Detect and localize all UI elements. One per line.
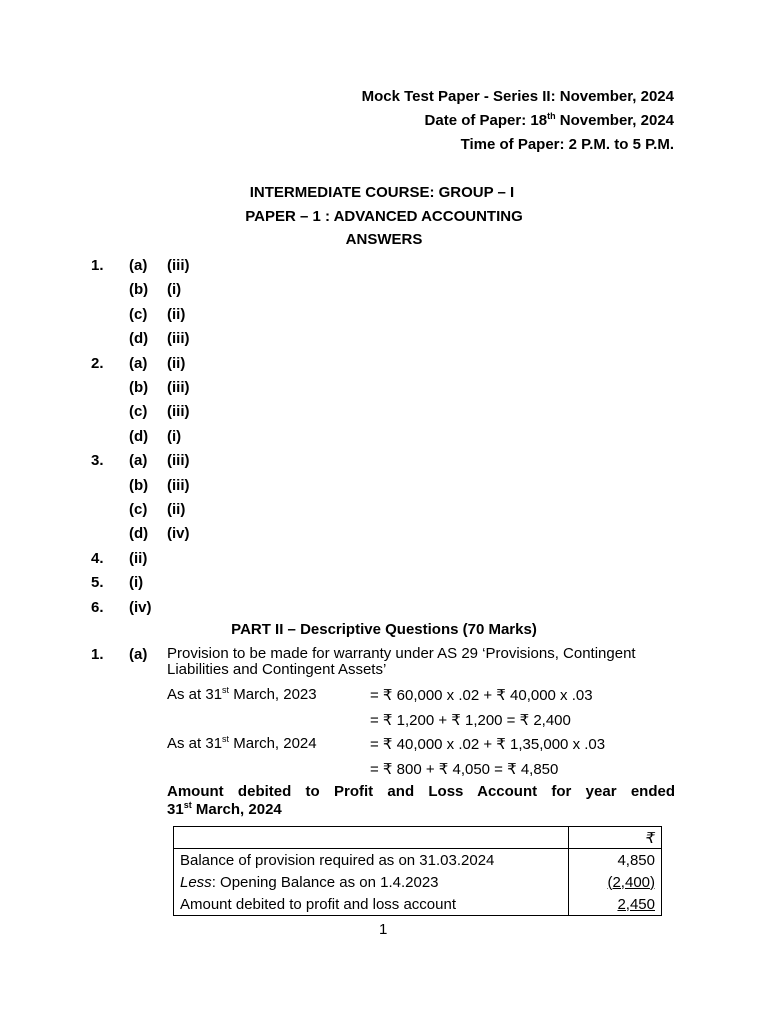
mcq-answer: (iii)	[167, 452, 190, 469]
paper-time: Time of Paper: 2 P.M. to 5 P.M.	[460, 136, 674, 153]
calc-label-2023: As at 31st March, 2023	[167, 685, 317, 703]
page-number: 1	[379, 921, 388, 938]
mcq-answer: (iii)	[167, 330, 190, 347]
table-row-value: 2,450	[569, 893, 662, 916]
table-row-value: 4,850	[569, 849, 662, 872]
calc-value-2024: = ₹ 40,000 x .02 + ₹ 1,35,000 x .03	[370, 736, 606, 753]
mcq-answer: (i)	[167, 428, 182, 445]
mcq-question-number: 5.	[91, 574, 104, 591]
mcq-sub-label: (a)	[129, 452, 148, 469]
question-intro: Provision to be made for warranty under AS 29 ‘Provisions, Contingent Liabilities and Contingent Assets’	[167, 645, 636, 678]
mcq-sub-label: (b)	[129, 379, 149, 396]
paper-date: Date of Paper: 18th November, 2024	[424, 111, 674, 129]
mcq-answer: (ii)	[167, 355, 186, 372]
mcq-sub-label: (iv)	[129, 599, 152, 616]
mcq-answer: (iii)	[167, 257, 190, 274]
mcq-sub-label: (c)	[129, 403, 148, 420]
question-sub-label: (a)	[129, 646, 148, 663]
mcq-question-number: 2.	[91, 355, 104, 372]
table-row-label: Balance of provision required as on 31.03.2024	[174, 849, 569, 872]
mcq-sub-label: (d)	[129, 330, 149, 347]
mcq-sub-label: (c)	[129, 306, 148, 323]
mcq-sub-label: (d)	[129, 428, 149, 445]
mcq-sub-label: (ii)	[129, 550, 148, 567]
mcq-answer: (i)	[167, 281, 182, 298]
table-row	[174, 871, 662, 893]
mcq-sub-label: (b)	[129, 477, 149, 494]
mcq-question-number: 6.	[91, 599, 104, 616]
mcq-sub-label: (c)	[129, 501, 148, 518]
mcq-question-number: 3.	[91, 452, 104, 469]
calc-value-2023: = ₹ 60,000 x .02 + ₹ 40,000 x .03	[370, 687, 593, 704]
table-header-label-cell	[174, 827, 569, 849]
mcq-answer: (iii)	[167, 477, 190, 494]
mcq-sub-label: (i)	[129, 574, 144, 591]
course-title: INTERMEDIATE COURSE: GROUP – I	[249, 184, 515, 201]
mcq-answer: (ii)	[167, 501, 186, 518]
mcq-answer: (ii)	[167, 306, 186, 323]
table-header-row	[174, 827, 662, 849]
mcq-answer: (iii)	[167, 403, 190, 420]
mcq-question-number: 4.	[91, 550, 104, 567]
calc-result-2023: = ₹ 1,200 + ₹ 1,200 = ₹ 2,400	[370, 712, 571, 729]
table-row-value: (2,400)	[569, 871, 662, 893]
table-row	[174, 849, 662, 872]
mcq-sub-label: (b)	[129, 281, 149, 298]
amount-heading-line1: Amount debited to Profit and Loss Account for year ended	[167, 783, 675, 800]
mcq-sub-label: (a)	[129, 355, 148, 372]
answers-title: ANSWERS	[345, 231, 423, 248]
paper-title: PAPER – 1 : ADVANCED ACCOUNTING	[245, 208, 523, 225]
mcq-answer: (iii)	[167, 379, 190, 396]
amount-heading-line2: 31st March, 2024	[167, 800, 282, 818]
calc-result-2024: = ₹ 800 + ₹ 4,050 = ₹ 4,850	[370, 761, 559, 778]
amount-table	[173, 826, 662, 916]
mcq-sub-label: (a)	[129, 257, 148, 274]
mcq-answer: (iv)	[167, 525, 190, 542]
table-header-currency: ₹	[569, 827, 662, 849]
table-row-label: Less: Opening Balance as on 1.4.2023	[174, 871, 569, 893]
question-number: 1.	[91, 646, 104, 663]
mcq-sub-label: (d)	[129, 525, 149, 542]
part2-heading: PART II – Descriptive Questions (70 Marks)	[231, 621, 537, 638]
table-row	[174, 893, 662, 916]
table-row-label: Amount debited to profit and loss account	[174, 893, 569, 916]
mcq-question-number: 1.	[91, 257, 104, 274]
calc-label-2024: As at 31st March, 2024	[167, 734, 317, 752]
paper-series-title: Mock Test Paper - Series II: November, 2024	[361, 88, 674, 105]
